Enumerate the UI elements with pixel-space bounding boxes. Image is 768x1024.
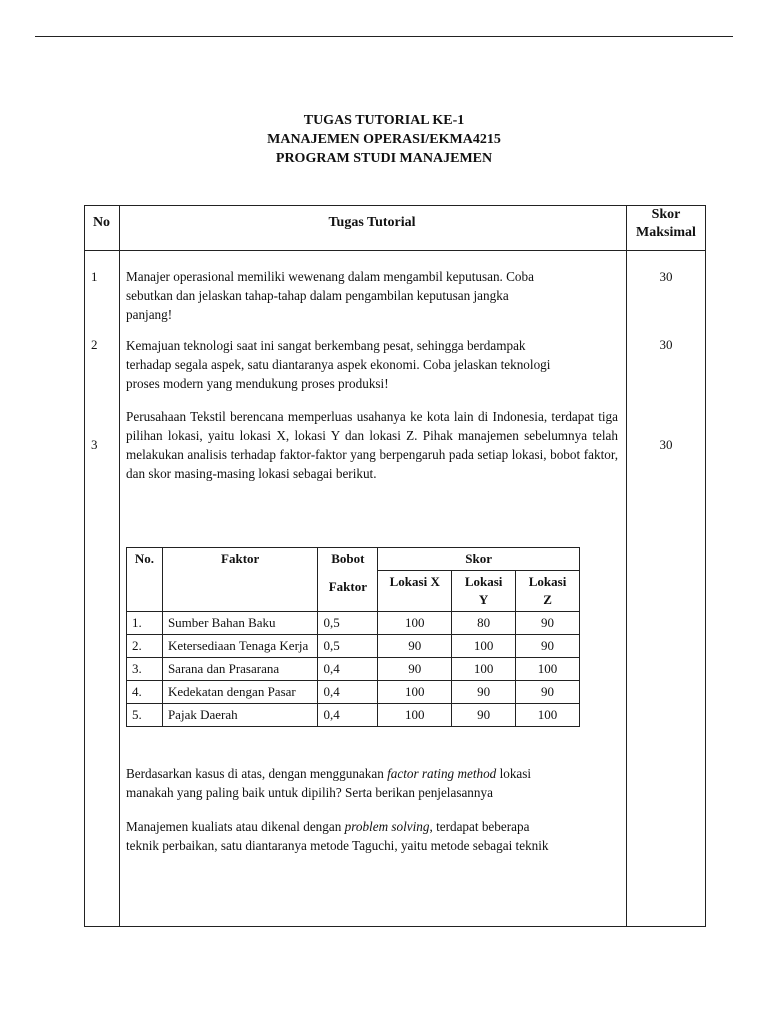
score-lokasi-x: 90 <box>378 635 452 658</box>
question-2-line: terhadap segala aspek, satu diantaranya aspek ekonomi. Coba jelaskan teknologi <box>126 357 551 372</box>
question-3-followup <box>126 764 596 802</box>
score-lokasi-x: 100 <box>378 612 452 635</box>
top-rule <box>35 36 733 37</box>
document-title <box>0 111 768 168</box>
header-tugas: Tugas Tutorial <box>328 215 416 230</box>
col-header-faktor: Faktor <box>162 548 317 612</box>
factor-name: Ketersediaan Tenaga Kerja <box>162 635 317 658</box>
score-lokasi-z: 90 <box>516 635 580 658</box>
score-2: 30 <box>659 337 673 352</box>
factor-weight: 0,4 <box>318 681 378 704</box>
table-row <box>127 704 580 727</box>
question-3-followup-line2: manakah yang paling baik untuk dipilih? Serta berikan penjelasannya <box>126 785 493 800</box>
score-lokasi-y: 80 <box>452 612 516 635</box>
factor-no: 5. <box>127 704 163 727</box>
factor-no: 3. <box>127 658 163 681</box>
title-line-2: MANAJEMEN OPERASI/EKMA4215 <box>267 132 501 147</box>
score-lokasi-x: 100 <box>378 704 452 727</box>
question-4-line2: teknik perbaikan, satu diantaranya metode Taguchi, yaitu metode sebagai teknik <box>126 838 549 853</box>
score-lokasi-y: 90 <box>452 681 516 704</box>
factor-no: 4. <box>127 681 163 704</box>
question-1 <box>126 267 621 324</box>
question-1-line: Manajer operasional memiliki wewenang dalam mengambil keputusan. Coba <box>126 269 534 284</box>
followup-text-post: lokasi <box>496 766 532 781</box>
score-lokasi-x: 100 <box>378 681 452 704</box>
question-4-italic: problem solving <box>344 819 430 834</box>
score-lokasi-y: 100 <box>452 658 516 681</box>
col-header-lokasi-y-line2: Y <box>478 592 489 607</box>
score-1: 30 <box>659 269 673 284</box>
row-number-1: 1 <box>91 269 98 284</box>
question-4-pre: Manajemen kualiats atau dikenal dengan <box>126 819 345 834</box>
score-lokasi-y: 90 <box>452 704 516 727</box>
factor-weight: 0,5 <box>318 612 378 635</box>
title-line-3: PROGRAM STUDI MANAJEMEN <box>275 151 493 166</box>
question-2 <box>126 336 621 393</box>
followup-text-pre: Berdasarkan kasus di atas, dengan menggunakan <box>126 766 388 781</box>
question-2-line: proses modern yang mendukung proses produksi! <box>126 376 389 391</box>
column-divider-2 <box>626 206 627 926</box>
question-4 <box>126 817 621 855</box>
table-row <box>127 612 580 635</box>
factor-name: Sumber Bahan Baku <box>162 612 317 635</box>
followup-method-italic: factor rating method <box>387 766 497 781</box>
col-header-lokasi-y <box>452 571 516 612</box>
col-header-lokasi-x: Lokasi X <box>378 571 452 612</box>
score-lokasi-z: 100 <box>516 704 580 727</box>
factor-weight: 0,5 <box>318 635 378 658</box>
factor-weight: 0,4 <box>318 704 378 727</box>
factor-no: 2. <box>127 635 163 658</box>
score-lokasi-z: 100 <box>516 658 580 681</box>
question-1-line: sebutkan dan jelaskan tahap-tahap dalam pengambilan keputusan jangka <box>126 288 509 303</box>
header-skor-line2: Maksimal <box>636 225 696 240</box>
factor-weight: 0,4 <box>318 658 378 681</box>
col-header-bobot-line1: Bobot <box>331 551 365 566</box>
col-header-bobot <box>318 548 378 612</box>
header-divider <box>85 250 705 251</box>
factor-rating-table <box>126 547 580 727</box>
score-lokasi-z: 90 <box>516 612 580 635</box>
col-header-lokasi-z-line2: Z <box>543 592 552 607</box>
score-lokasi-x: 90 <box>378 658 452 681</box>
table-row <box>127 635 580 658</box>
factor-name: Pajak Daerah <box>162 704 317 727</box>
col-header-skor: Skor <box>378 548 580 571</box>
table-row <box>127 681 580 704</box>
header-skor <box>626 206 706 242</box>
question-4-post: , terdapat beberapa <box>429 819 530 834</box>
score-lokasi-z: 90 <box>516 681 580 704</box>
row-number-2: 2 <box>91 337 98 352</box>
col-header-lokasi-z-line1: Lokasi <box>528 574 567 589</box>
col-header-no: No. <box>127 548 163 612</box>
col-header-bobot-line2: Faktor <box>328 579 368 594</box>
table-row <box>127 658 580 681</box>
factor-no: 1. <box>127 612 163 635</box>
score-3: 30 <box>659 437 673 452</box>
header-skor-line1: Skor <box>651 207 681 222</box>
col-header-lokasi-y-line1: Lokasi <box>464 574 503 589</box>
question-4-line1 <box>126 817 621 836</box>
question-3-followup-line1 <box>126 764 596 783</box>
col-header-lokasi-z <box>516 571 580 612</box>
question-2-line: Kemajuan teknologi saat ini sangat berkembang pesat, sehingga berdampak <box>126 338 526 353</box>
factor-name: Kedekatan dengan Pasar <box>162 681 317 704</box>
column-divider-1 <box>119 206 120 926</box>
title-line-1: TUGAS TUTORIAL KE-1 <box>303 113 465 128</box>
question-1-line: panjang! <box>126 307 173 322</box>
row-number-3: 3 <box>91 437 98 452</box>
factor-name: Sarana dan Prasarana <box>162 658 317 681</box>
header-no: No <box>92 215 111 230</box>
question-3: Perusahaan Tekstil berencana memperluas usahanya ke kota lain di Indonesia, terdapat tiga pilihan lokasi, yaitu lokasi X, lokasi Y dan lokasi Z. Pihak manajemen sebelumnya telah melakukan analisis terhadap faktor-faktor yang berpengaruh pada setiap lokasi, bobot faktor, dan skor masing-masing lokasi sebagai berikut. <box>126 409 618 481</box>
score-lokasi-y: 100 <box>452 635 516 658</box>
